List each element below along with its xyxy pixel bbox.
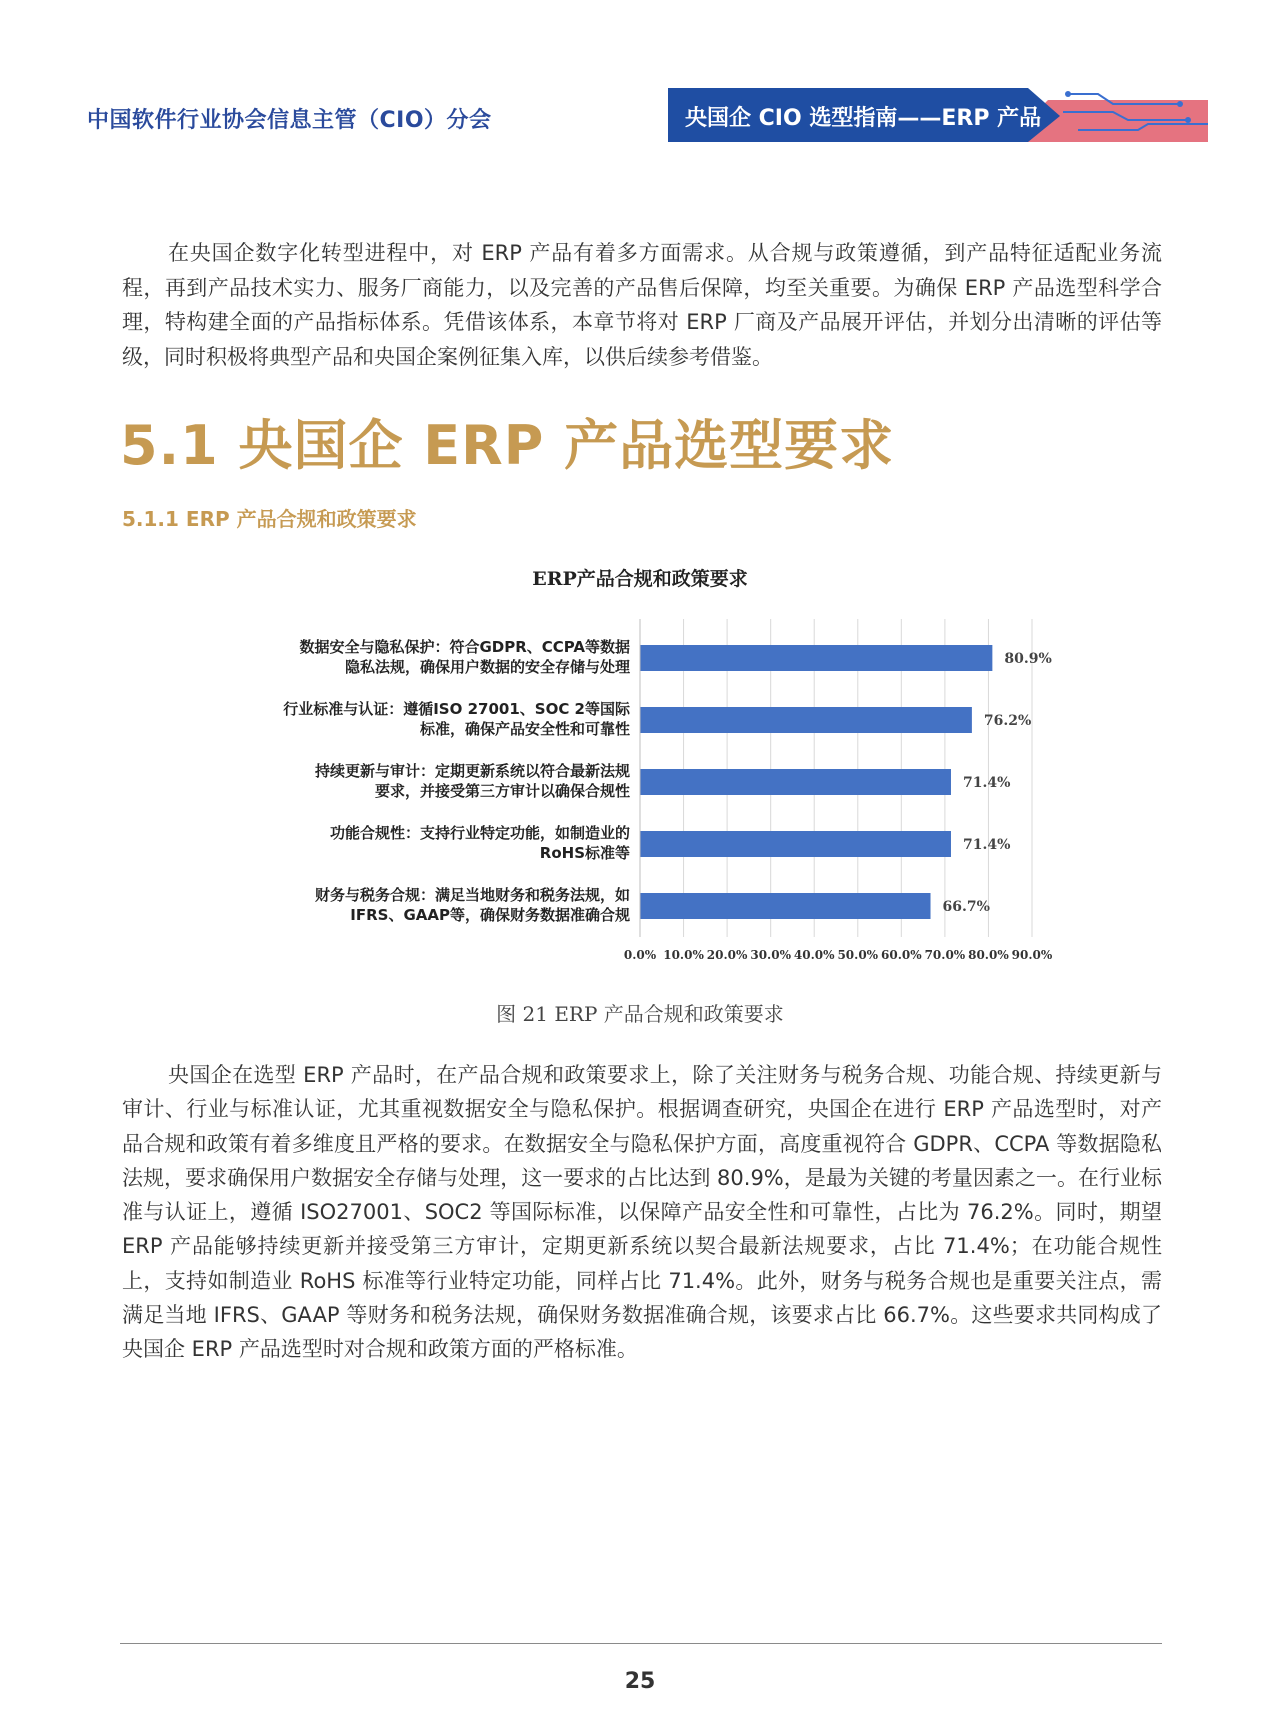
bar-value-label: 76.2% (983, 713, 1032, 729)
x-tick-label: 80.0% (968, 948, 1009, 962)
section-title: 5.1 央国企 ERP 产品选型要求 (120, 414, 895, 477)
body-paragraph: 央国企在选型 ERP 产品时，在产品合规和政策要求上，除了关注财务与税务合规、功能合规、持续更新与审计、行业与标准认证，尤其重视数据安全与隐私保护。根据调查研究，央国企在进行 ERP 产品选型时，对产品合规和政策有着多维度且严格的要求。在数据安全与隐私保护方面，高度重视符合 GDPR、CCPA 等数据隐私法规，要求确保用户数据安全存储与处理，这一要求的占比达到 80.9%，是最为关键的考量因素之一。在行业标准与认证上，遵循 ISO27001、SOC2 等国际标准，以保障产品安全性和可靠性，占比为 76.2%。同时，期望 ERP 产品能够持续更新并接受第三方审计，定期更新系统以契合最新法规要求，占比 71.4%；在功能合规性上，支持如制造业 RoHS 标准等行业特定功能，同样占比 71.4%。此外，财务与税务合规也是重要关注点，需满足当地 IFRS、GAAP 等财务和税务法规，确保财务数据准确合规，该要求占比 66.7%。这些要求共同构成了央国企 ERP 产品选型时对合规和政策方面的严格标准。 (122, 1063, 1162, 1362)
category-label: RoHS标准等 (539, 844, 630, 862)
category-label: 数据安全与隐私保护：符合GDPR、CCPA等数据 (299, 638, 630, 656)
x-tick-label: 10.0% (663, 948, 704, 962)
x-tick-label: 90.0% (1011, 948, 1053, 962)
x-tick-label: 0.0% (623, 948, 657, 962)
category-label: 隐私法规，确保用户数据的安全存储与处理 (344, 658, 630, 676)
chart-title: ERP产品合规和政策要求 (532, 568, 748, 590)
bar (640, 769, 951, 795)
intro-paragraph: 在央国企数字化转型进程中，对 ERP 产品有着多方面需求。从合规与政策遵循，到产品特征适配业务流程，再到产品技术实力、服务厂商能力，以及完善的产品售后保障，均至关重要。为确保 ERP 产品选型科学合理，特构建全面的产品指标体系。凭借该体系，本章节将对 ERP 厂商及产品展开评估，并划分出清晰的评估等级，同时积极将典型产品和央国企案例征集入库，以供后续参考借鉴。 (122, 241, 1162, 369)
x-tick-label: 30.0% (750, 948, 791, 962)
category-label: 行业标准与认证：遵循ISO 27001、SOC 2等国际 (283, 700, 630, 718)
bar-value-label: 71.4% (962, 837, 1011, 853)
category-label: 要求，并接受第三方审计以确保合规性 (374, 782, 630, 800)
subsection-title: 5.1.1 ERP 产品合规和政策要求 (122, 507, 417, 531)
x-tick-label: 60.0% (881, 948, 922, 962)
figure-caption: 图 21 ERP 产品合规和政策要求 (496, 1002, 784, 1026)
compliance-bar-chart (200, 555, 1080, 975)
bar-value-label: 66.7% (942, 899, 990, 915)
category-label: IFRS、GAAP等，确保财务数据准确合规 (350, 906, 630, 924)
x-tick-label: 70.0% (924, 948, 966, 962)
x-tick-label: 50.0% (837, 948, 879, 962)
category-label: 标准，确保产品安全性和可靠性 (419, 720, 630, 738)
category-label: 财务与税务合规：满足当地财务和税务法规，如 (314, 886, 630, 904)
footer-rule (120, 1643, 1162, 1644)
header-org: 中国软件行业协会信息主管（CIO）分会 (87, 108, 492, 133)
page-number: 25 (624, 1669, 656, 1694)
category-label: 持续更新与审计：定期更新系统以符合最新法规 (314, 762, 630, 780)
x-tick-label: 40.0% (793, 948, 835, 962)
bar (640, 707, 972, 733)
x-tick-label: 20.0% (706, 948, 748, 962)
category-label: 功能合规性：支持行业特定功能，如制造业的 (329, 824, 630, 842)
header-title: 央国企 CIO 选型指南——ERP 产品 (685, 106, 1042, 131)
bar (640, 893, 931, 919)
bar-value-label: 71.4% (962, 775, 1011, 791)
bar (640, 831, 951, 857)
bar (640, 645, 992, 671)
bar-value-label: 80.9% (1004, 651, 1052, 667)
